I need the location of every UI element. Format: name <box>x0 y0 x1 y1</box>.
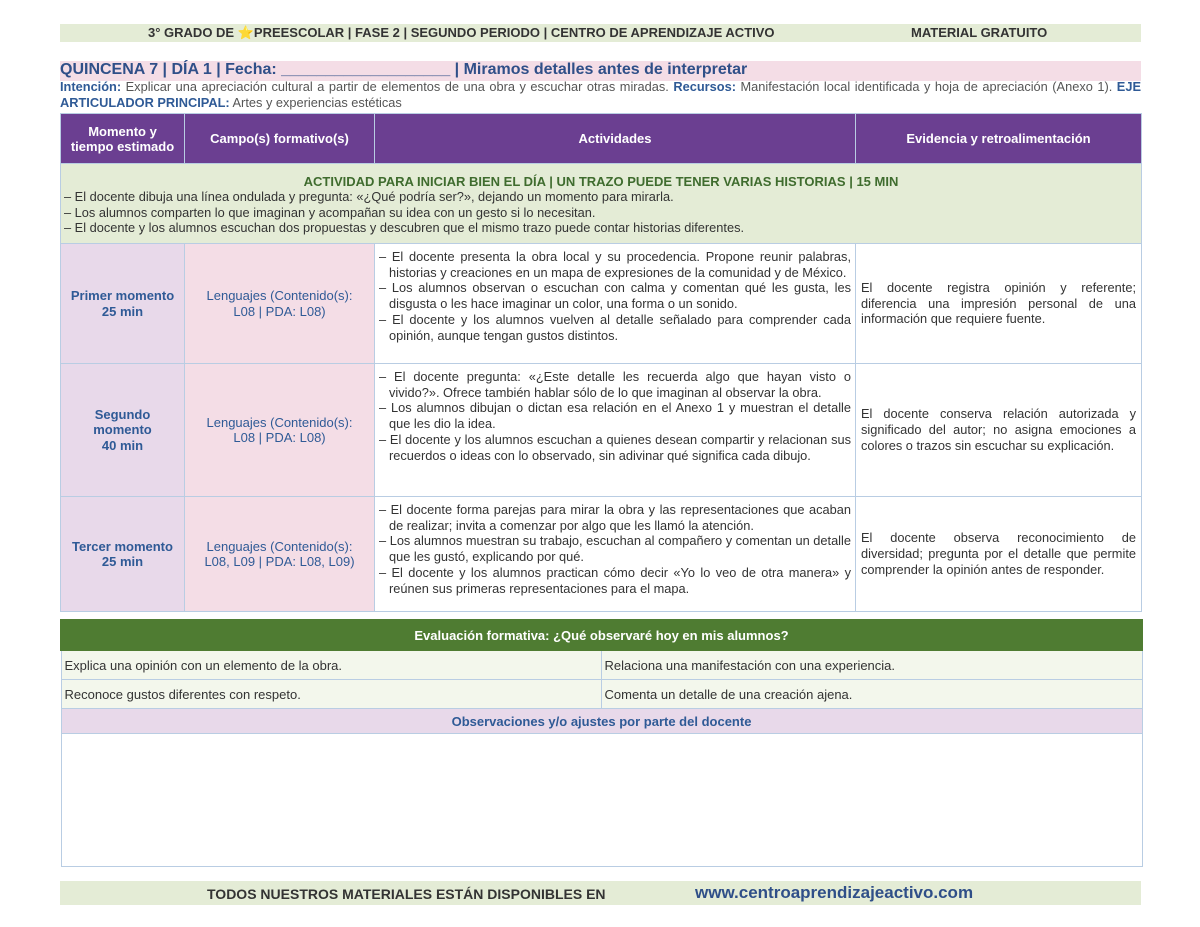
evidence-cell: El docente observa reconocimiento de diversidad; pregunta por el detalle que permite comprender la opinión antes de responder. <box>856 497 1142 612</box>
evidence-cell: El docente registra opinión y referente; diferencia una impresión personal de una información que requiere fuente. <box>856 244 1142 364</box>
observations-title: Observaciones y/o ajustes por parte del docente <box>61 709 1142 734</box>
plan-table <box>60 113 1142 612</box>
activity-item: – El docente presenta la obra local y su procedencia. Propone reunir palabras, historias y creaciones en un mapa de expresiones de la comunidad y de México. <box>379 249 851 280</box>
activity-item: – El docente y los alumnos vuelven al detalle señalado para comprender cada opinión, aunque tengan gustos distintos. <box>379 311 851 343</box>
footer-bar <box>60 881 1141 905</box>
header-field: Campo(s) formativo(s) <box>185 114 375 164</box>
intent-paragraph <box>60 79 1141 110</box>
table-row <box>61 244 1142 364</box>
evaluation-item: Relaciona una manifestación con una experiencia. <box>601 650 1142 680</box>
activity-item: – El docente forma parejas para mirar la obra y las representaciones que acaban de realizar; invita a comenzar por algo que les llamó la atención. <box>379 502 851 533</box>
axis-text: Artes y experiencias estéticas <box>229 94 402 110</box>
start-activity-line: – Los alumnos comparten lo que imaginan y acompañan su idea con un gesto si lo necesitan. <box>64 204 596 220</box>
evaluation-title: Evaluación formativa: ¿Qué observaré hoy en mis alumnos? <box>61 620 1142 650</box>
field-cell: Lenguajes (Contenido(s): L08 | PDA: L08) <box>185 244 375 364</box>
start-activity-row <box>61 164 1142 244</box>
header-free-label: MATERIAL GRATUITO <box>911 25 1048 40</box>
footer-text: TODOS NUESTROS MATERIALES ESTÁN DISPONIBLES EN <box>207 886 606 902</box>
title-bar <box>60 61 1141 81</box>
moment-time: 25 min <box>101 554 144 569</box>
activity-item: – Los alumnos observan o escuchan con calma y comentan qué les gusta, les disgusta o les hace imaginar un color, una forma o un sonido. <box>379 280 851 312</box>
axis-label: EJE ARTICULADOR PRINCIPAL: <box>60 79 1141 110</box>
evaluation-item: Comenta un detalle de una creación ajena. <box>601 680 1142 709</box>
activity-item: – El docente y los alumnos practican cómo decir «Yo lo veo de otra manera» y reúnen sus primeras representaciones para el mapa. <box>379 564 851 596</box>
header-text: 3° GRADO DE ⭐PREESCOLAR | FASE 2 | SEGUNDO PERIODO | CENTRO DE APRENDIZAJE ACTIVO <box>148 25 775 40</box>
start-activity-cell <box>61 164 1142 244</box>
evaluation-item: Reconoce gustos diferentes con respeto. <box>61 680 601 709</box>
moment-time: 40 min <box>101 437 144 453</box>
field-cell: Lenguajes (Contenido(s): L08, L09 | PDA: L08, L09) <box>185 497 375 612</box>
page-title: QUINCENA 7 | DÍA 1 | Fecha: ___________________ | Miramos detalles antes de interpretar <box>60 61 748 78</box>
intent-label: Intención: <box>60 79 122 94</box>
moment-name: Tercer momento <box>72 538 173 554</box>
start-activity-line: – El docente y los alumnos escuchan dos propuestas y descubren que el mismo trazo puede contar historias diferentes. <box>64 220 745 235</box>
evaluation-item: Explica una opinión con un elemento de la obra. <box>61 650 601 680</box>
activity-item: – El docente pregunta: «¿Este detalle les recuerda algo que hayan visto o vivido?». Ofrece también hablar sólo de lo que imaginan al observar la obra. <box>379 369 851 400</box>
moment-time: 25 min <box>101 303 144 319</box>
intent-text: Explicar una apreciación cultural a partir de elementos de una obra y escuchar otras miradas. <box>121 79 674 94</box>
moment-name: Segundo momento <box>93 406 152 438</box>
evidence-cell: El docente conserva relación autorizada y significado del autor; no asigna emociones a colores o trazos sin escuchar su explicación. <box>856 364 1142 497</box>
moment-cell <box>61 497 185 612</box>
start-activity-title: ACTIVIDAD PARA INICIAR BIEN EL DÍA | UN TRAZO PUEDE TENER VARIAS HISTORIAS | 15 MIN <box>303 174 899 189</box>
field-cell: Lenguajes (Contenido(s): L08 | PDA: L08) <box>185 364 375 497</box>
header-bar <box>60 24 1141 42</box>
activities-cell <box>375 364 856 497</box>
table-row <box>61 364 1142 497</box>
start-activity-line: – El docente dibuja una línea ondulada y pregunta: «¿Qué podría ser?», dejando un momento para mirarla. <box>64 189 674 204</box>
moment-cell <box>61 244 185 364</box>
activity-item: – Los alumnos muestran su trabajo, escuchan al compañero y comentan un detalle que les gustó, explicando por qué. <box>379 533 851 565</box>
table-row <box>61 497 1142 612</box>
activity-item: – El docente y los alumnos escuchan a quienes desean compartir y relacionan sus recuerdos o ideas con lo observado, sin adivinar qué significa cada dibujo. <box>379 431 851 463</box>
header-activities: Actividades <box>375 114 856 164</box>
activities-cell <box>375 497 856 612</box>
header-evidence: Evidencia y retroalimentación <box>856 114 1142 164</box>
observations-area[interactable] <box>61 734 1142 867</box>
table-header-row <box>61 114 1142 164</box>
moment-cell <box>61 364 185 497</box>
header-moment: Momento y tiempo estimado <box>61 114 185 164</box>
activity-item: – Los alumnos dibujan o dictan esa relación en el Anexo 1 y muestran el detalle que les dio la idea. <box>379 400 851 432</box>
evaluation-table <box>60 619 1143 867</box>
resources-label: Recursos: <box>673 79 736 94</box>
activities-cell <box>375 244 856 364</box>
moment-name: Primer momento <box>70 288 175 303</box>
resources-text: Manifestación local identificada y hoja de apreciación (Anexo 1). <box>735 79 1117 94</box>
footer-url-link[interactable]: www.centroaprendizajeactivo.com <box>695 883 974 902</box>
